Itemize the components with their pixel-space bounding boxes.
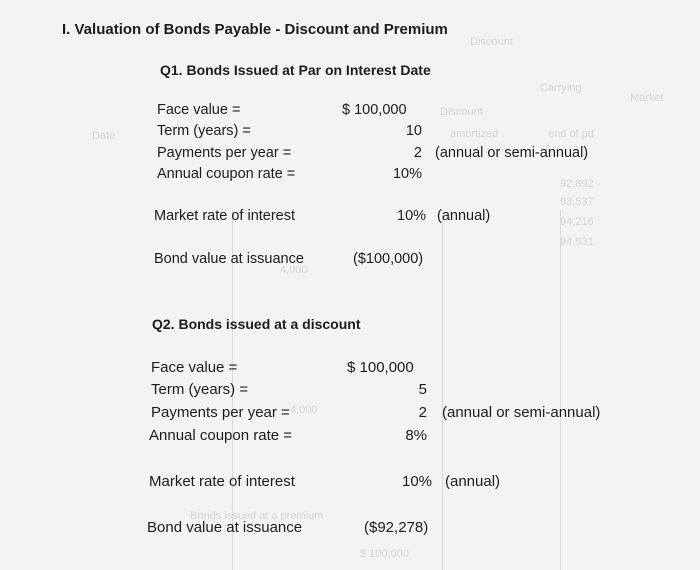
q1-face-value-label: Face value = (157, 102, 241, 118)
bleed-through-text: 4,000 (290, 404, 318, 416)
q1-payments: 2 (413, 145, 422, 161)
q2-bond-value: ($92,278) (364, 519, 429, 536)
bleed-through-text: amortized (450, 128, 499, 140)
q2-payments-note: (annual or semi-annual) (442, 404, 601, 421)
bleed-through-text: Market (630, 92, 664, 104)
bleed-through-text: Date (92, 130, 116, 142)
q1-bond-value-label: Bond value at issuance (154, 251, 304, 267)
q1-market-note: (annual) (437, 208, 491, 224)
q2-market-note: (annual) (445, 473, 501, 490)
faint-gridline (560, 210, 561, 570)
q1-coupon-label: Annual coupon rate = (157, 166, 296, 182)
bleed-through-text: $ 100,000 (360, 548, 409, 560)
q1-term-label: Term (years) = (157, 123, 251, 139)
q2-market-label: Market rate of interest (149, 473, 295, 490)
bleed-through-text: 4,000 (280, 264, 308, 276)
q1-bond-value: ($100,000) (353, 251, 424, 267)
bleed-through-text: Carrying (540, 82, 582, 94)
q2-term: 5 (418, 381, 427, 398)
q1-market: 10% (397, 208, 427, 224)
q1-payments-note: (annual or semi-annual) (435, 145, 589, 161)
q2-face-value: $ 100,000 (347, 359, 414, 376)
q1-face-value: $ 100,000 (342, 102, 407, 118)
q2-term-label: Term (years) = (151, 381, 249, 398)
bleed-through-text: 92,892 (560, 178, 594, 190)
page-title: I. Valuation of Bonds Payable - Discount and Premium (62, 21, 448, 38)
q1-market-label: Market rate of interest (154, 208, 296, 224)
q2-payments: 2 (418, 404, 427, 421)
q2-payments-label: Payments per year = (151, 404, 290, 421)
bleed-through-text: end of pd (548, 128, 594, 140)
q2-coupon-label: Annual coupon rate = (149, 427, 293, 444)
bleed-through-text: Discount (440, 106, 483, 118)
q1-coupon: 10% (392, 166, 422, 182)
q2-heading: Q2. Bonds issued at a discount (152, 316, 361, 332)
faint-gridline (442, 210, 443, 570)
bleed-through-text: Bonds issued at a premium (190, 510, 324, 522)
bleed-through-text: 94,216 (560, 216, 594, 228)
bleed-through-text: Discount (470, 36, 513, 48)
q2-face-value-label: Face value = (151, 359, 238, 376)
bleed-through-text: 94,931 (560, 236, 594, 248)
q2-market: 10% (402, 473, 433, 490)
q2-coupon: 8% (405, 427, 427, 444)
bleed-through-text: 93,537 (560, 196, 594, 208)
q1-heading: Q1. Bonds Issued at Par on Interest Date (160, 62, 431, 78)
q1-term: 10 (405, 123, 422, 139)
q2-bond-value-label: Bond value at issuance (147, 519, 303, 536)
q1-payments-label: Payments per year = (157, 145, 292, 161)
